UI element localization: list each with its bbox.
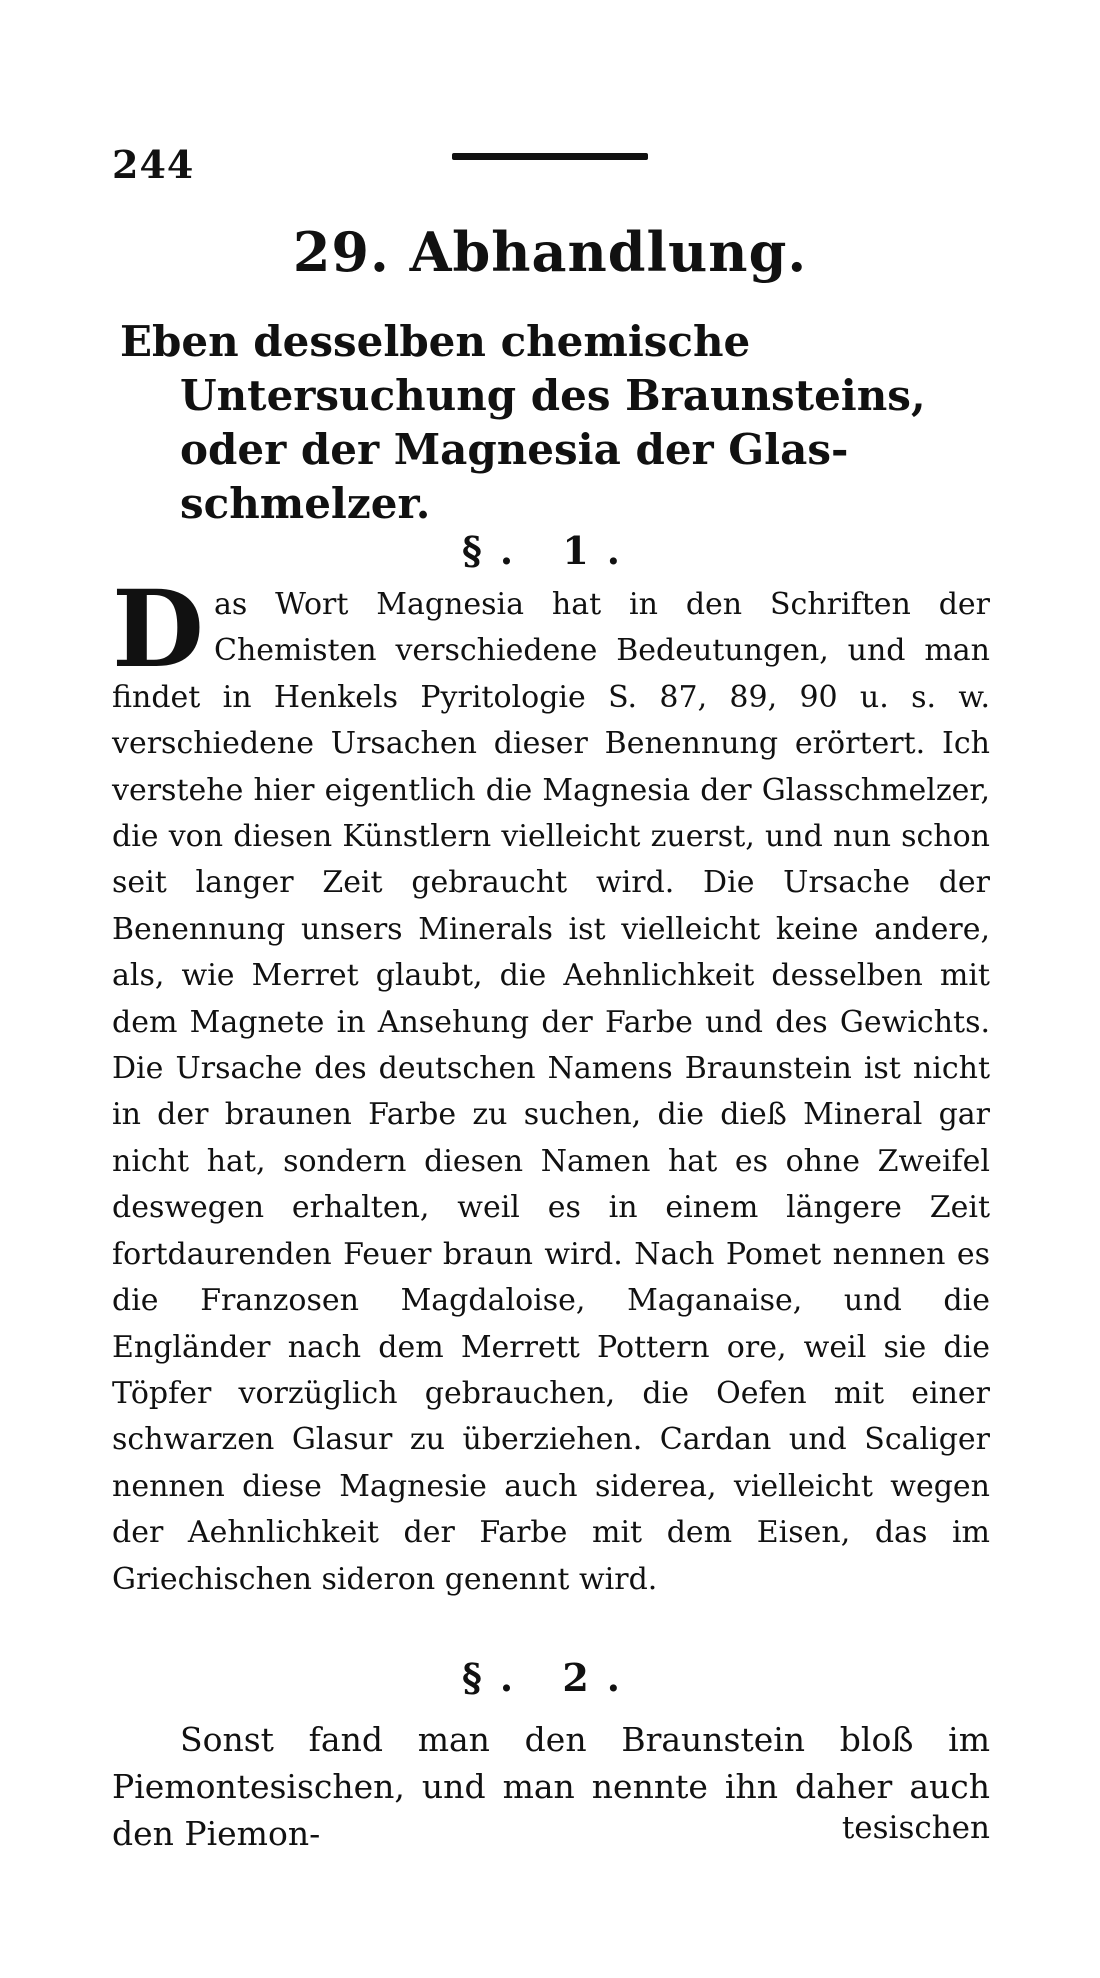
header-ornament-rule	[452, 150, 652, 164]
page-number: 244	[112, 142, 195, 187]
treatise-title-rest: Braunsteins, oder der Magnesia der Glas-schmelzer.	[180, 371, 926, 528]
treatise-heading: 29. Abhandlung.	[292, 220, 808, 284]
ornament-bar	[452, 153, 648, 160]
catchword: tesischen	[841, 1810, 990, 1846]
paragraph-2: Sonst fand man den Braunstein bloß im Piemontesischen, und man nennte ihn daher auch den Piemon-	[112, 1720, 990, 1853]
treatise-title	[120, 315, 1000, 531]
paragraph-1-text: as Wort Magnesia hat in den Schriften der Chemisten verschiedene Bedeutungen, und man findet in Henkels Pyritologie S. 87, 89, 90 u. s. w. verschiedene Ursachen dieser Benennung erörtert. Ich verstehe hier eigentlich die Magnesia der Glasschmelzer, die von diesen Künstlern vielleicht zuerst, und nun schon seit langer Zeit gebraucht wird. Die Ursache der Benennung unsers Minerals ist vielleicht keine andere, als, wie Merret glaubt, die Aehnlichkeit desselben mit dem Magnete in Ansehung der Farbe und des Gewichts. Die Ursache des deutschen Namens Braunstein ist nicht in der braunen Farbe zu suchen, die dieß Mineral gar nicht hat, sondern diesen Namen hat es ohne Zweifel deswegen erhalten, weil es in einem längere Zeit fortdaurenden Feuer braun wird. Nach Pomet nennen es die Franzosen Magdaloise, Maganaise, und die Engländer nach dem Merrett Pottern ore, weil sie die Töpfer vorzüglich gebrauchen, die Oefen mit einer schwarzen Glasur zu überziehen. Cardan und Scaliger nennen diese Magnesie auch siderea, vielleicht wegen der Aehnlichkeit der Farbe mit dem Eisen, das im Griechischen sideron genennt wird.	[112, 587, 990, 1597]
paragraph-1	[112, 566, 990, 1603]
section-mark-1: §. 1.	[461, 528, 638, 573]
section-mark-2: §. 2.	[461, 1655, 638, 1700]
treatise-title-line-1: Eben desselben chemische Untersuchung des	[120, 317, 751, 420]
drop-cap: D	[112, 566, 204, 691]
